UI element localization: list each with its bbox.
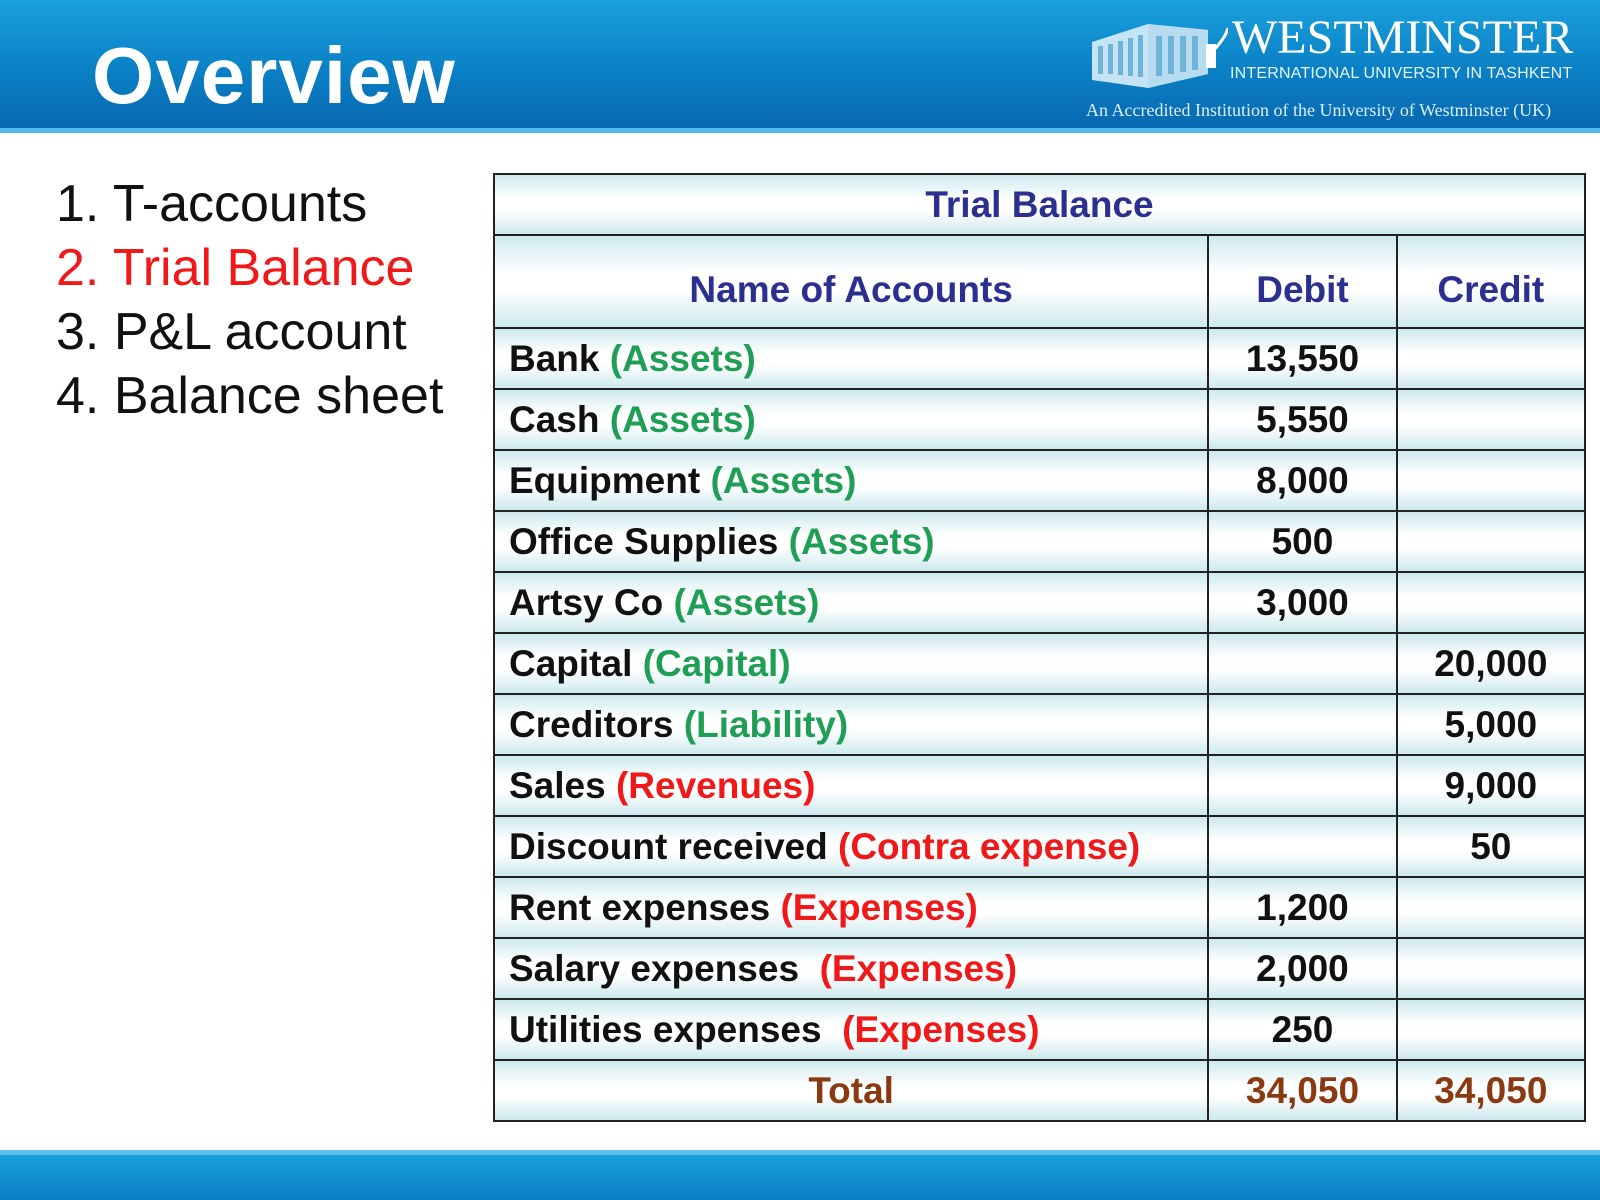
account-category: (Assets): [710, 459, 857, 501]
account-name: Rent expenses: [509, 886, 771, 928]
page-title: Overview: [92, 31, 456, 120]
credit-cell: [1397, 999, 1585, 1060]
debit-cell: 2,000: [1208, 938, 1396, 999]
account-name-cell: [494, 328, 1208, 389]
table-row: [494, 816, 1585, 877]
account-category: (Expenses): [819, 947, 1018, 989]
header-name-of-accounts: Name of Accounts: [494, 235, 1208, 328]
debit-cell: [1208, 633, 1396, 694]
debit-cell: 500: [1208, 511, 1396, 572]
credit-cell: [1397, 450, 1585, 511]
table-header-row: [494, 235, 1585, 328]
account-name-cell: [494, 999, 1208, 1060]
account-name-cell: [494, 633, 1208, 694]
account-name: Artsy Co: [509, 581, 664, 623]
total-debit: 34,050: [1208, 1060, 1396, 1121]
table-row: [494, 511, 1585, 572]
outline-item-balance-sheet: 4. Balance sheet: [56, 367, 444, 425]
credit-cell: [1397, 511, 1585, 572]
outline-item-t-accounts: 1. T-accounts: [56, 175, 368, 233]
account-category: (Capital): [642, 642, 791, 684]
credit-cell: 5,000: [1397, 694, 1585, 755]
account-category: (Liability): [683, 703, 849, 745]
table-row: [494, 938, 1585, 999]
debit-cell: [1208, 694, 1396, 755]
table-total-row: [494, 1060, 1585, 1121]
total-credit: 34,050: [1397, 1060, 1585, 1121]
credit-cell: 20,000: [1397, 633, 1585, 694]
account-name-cell: [494, 572, 1208, 633]
account-name-cell: [494, 755, 1208, 816]
table-row: [494, 389, 1585, 450]
header-divider: [0, 128, 1600, 133]
account-name: Sales: [509, 764, 606, 806]
account-category: (Expenses): [842, 1008, 1040, 1050]
outline-item-pl-account: 3. P&L account: [56, 303, 407, 361]
account-name: Salary expenses: [509, 947, 810, 989]
table-row: [494, 450, 1585, 511]
credit-cell: 9,000: [1397, 755, 1585, 816]
outline-item-trial-balance: 2. Trial Balance: [56, 239, 415, 297]
account-name: Capital: [509, 642, 633, 684]
table-title-row: [494, 174, 1585, 235]
debit-cell: 5,550: [1208, 389, 1396, 450]
header-bar: [0, 0, 1600, 133]
account-name-cell: [494, 938, 1208, 999]
table-row: [494, 328, 1585, 389]
header-credit: Credit: [1397, 235, 1585, 328]
debit-cell: 8,000: [1208, 450, 1396, 511]
table-row: [494, 999, 1585, 1060]
logo-wordmark: WESTMINSTER: [1232, 11, 1574, 64]
table-title: Trial Balance: [494, 174, 1585, 235]
footer-bar: [0, 1155, 1600, 1200]
account-category: (Expenses): [780, 886, 978, 928]
debit-cell: 250: [1208, 999, 1396, 1060]
trial-balance-table: [493, 173, 1586, 1122]
table-row: [494, 572, 1585, 633]
debit-cell: 1,200: [1208, 877, 1396, 938]
credit-cell: [1397, 328, 1585, 389]
account-name-cell: [494, 511, 1208, 572]
debit-cell: 13,550: [1208, 328, 1396, 389]
table-row: [494, 877, 1585, 938]
account-name-cell: [494, 450, 1208, 511]
account-name-cell: [494, 816, 1208, 877]
table-row: [494, 633, 1585, 694]
account-category: (Assets): [673, 581, 820, 623]
total-label: Total: [494, 1060, 1208, 1121]
account-category: (Contra expense): [838, 825, 1141, 867]
university-logo: [1088, 8, 1593, 128]
account-name: Cash: [509, 398, 600, 440]
credit-cell: [1397, 572, 1585, 633]
account-name: Equipment: [509, 459, 701, 501]
debit-cell: [1208, 755, 1396, 816]
account-name-cell: [494, 877, 1208, 938]
table-row: [494, 755, 1585, 816]
account-name: Bank: [509, 337, 600, 379]
account-name: Office Supplies: [509, 520, 779, 562]
account-category: (Revenues): [615, 764, 816, 806]
credit-cell: [1397, 389, 1585, 450]
account-category: (Assets): [788, 520, 935, 562]
outline-list: [56, 172, 443, 428]
logo-subtitle: INTERNATIONAL UNIVERSITY IN TASHKENT: [1230, 65, 1573, 82]
credit-cell: 50: [1397, 816, 1585, 877]
account-name-cell: [494, 694, 1208, 755]
account-name-cell: [494, 389, 1208, 450]
credit-cell: [1397, 938, 1585, 999]
building-logo-icon: [1088, 14, 1228, 94]
account-category: (Assets): [609, 337, 756, 379]
credit-cell: [1397, 877, 1585, 938]
debit-cell: 3,000: [1208, 572, 1396, 633]
account-category: (Assets): [609, 398, 756, 440]
debit-cell: [1208, 816, 1396, 877]
account-name: Discount received: [509, 825, 828, 867]
table-row: [494, 694, 1585, 755]
account-name: Utilities expenses: [509, 1008, 832, 1050]
account-name: Creditors: [509, 703, 674, 745]
logo-accreditation: An Accredited Institution of the University of Westminster (UK): [1086, 100, 1552, 120]
header-debit: Debit: [1208, 235, 1396, 328]
